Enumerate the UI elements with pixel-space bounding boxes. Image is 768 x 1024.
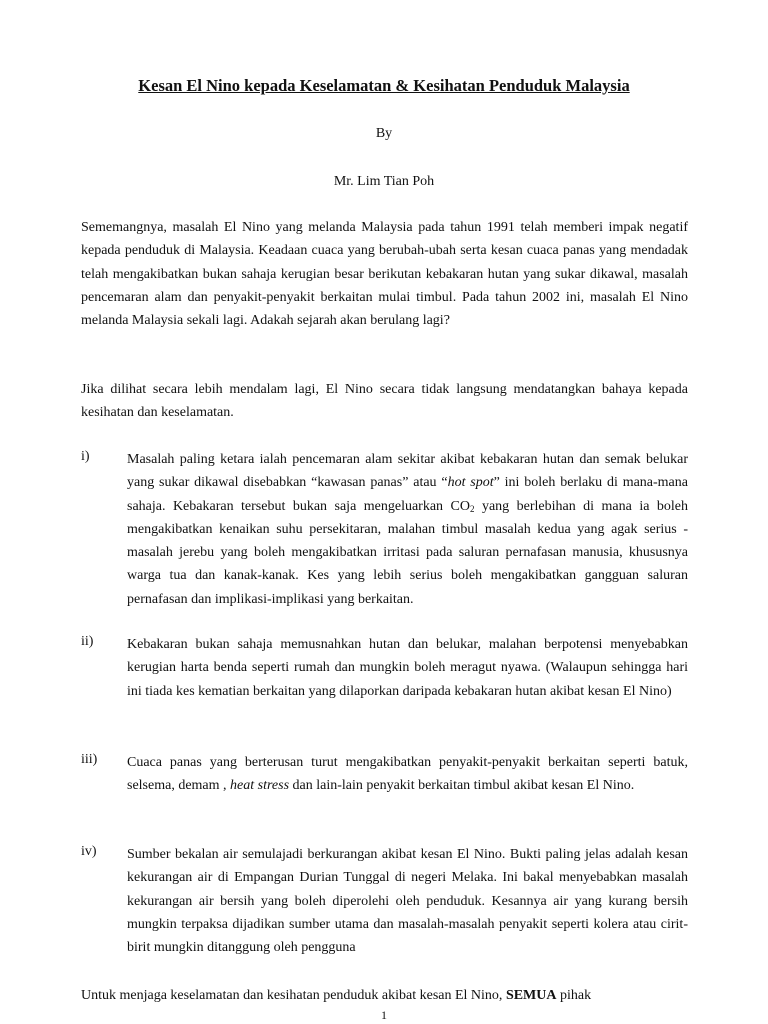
document-title: Kesan El Nino kepada Keselamatan & Kesihatan Penduduk Malaysia [138, 76, 630, 95]
page-number: 1 [381, 1008, 387, 1022]
list-item-text: Cuaca panas yang berterusan turut mengakibatkan penyakit-penyakit berkaitan seperti batuk, selsema, demam , heat stress dan lain-lain penyakit berkaitan timbul akibat kesan El Nino. [127, 755, 688, 794]
byline-by: By [375, 126, 393, 141]
list-item-text: Sumber bekalan air semulajadi berkurangan akibat kesan El Nino. Bukti paling jelas adalah kesan kekurangan air di Empangan Durian Tunggal di negeri Melaka. Ini bakal menyebabkan masalah kekurangan air bersih yang boleh diperolehi oleh penduduk. Kesannya air yang kurang bersih mungkin terpaksa dijadikan sumber utama dan masalah-masalah penyakit seperti kolera atau cirit-birit mungkin ditanggung oleh pengguna [127, 847, 688, 956]
author-name: Mr. Lim Tian Poh [333, 174, 435, 189]
list-item-number: iv) [81, 844, 97, 859]
list-item-number: i) [81, 449, 90, 464]
list-item-text: Kebakaran bukan sahaja memusnahkan hutan dan belukar, malahan berpotensi menyebabkan kerugian harta benda seperti rumah dan mungkin boleh meragut nyawa. (Walaupun sehingga hari ini tiada kes kematian berkaitan yang dilaporkan daripada kebakaran hutan akibat kesan El Nino) [127, 637, 688, 699]
intro-paragraph: Sememangnya, masalah El Nino yang melanda Malaysia pada tahun 1991 telah memberi impak negatif kepada penduduk di Malaysia. Keadaan cuaca yang berubah-ubah serta kesan cuaca panas yang mendadak telah mengakibatkan bukan sahaja kerugian besar berikutan kebakaran hutan yang sukar dikawal, masalah pencemaran alam dan penyakit-penyakit berkaitan mulai timbul. Pada tahun 2002 ini, masalah El Nino melanda Malaysia sekali lagi. Adakah sejarah akan berulang lagi? [81, 220, 688, 329]
closing-paragraph: Untuk menjaga keselamatan dan kesihatan penduduk akibat kesan El Nino, SEMUA pihak [81, 988, 592, 1003]
list-item-number: ii) [81, 634, 94, 649]
list-item-number: iii) [81, 752, 98, 767]
lead-paragraph: Jika dilihat secara lebih mendalam lagi, El Nino secara tidak langsung mendatangkan bahaya kepada kesihatan dan keselamatan. [81, 382, 688, 421]
list-item-text: Masalah paling ketara ialah pencemaran alam sekitar akibat kebakaran hutan dan semak belukar yang sukar dikawal disebabkan “kawasan panas” atau “hot spot” ini boleh berlaku di mana-mana sahaja. Kebakaran tersebut bukan saja mengeluarkan $CO_2$ yang berlebihan di mana ia boleh mengakibatkan kenaikan suhu persekitaran, malahan timbul masalah kedua yang agak serius - masalah jerebu yang boleh mengakibatkan irritasi pada saluran pernafasan manusia, khususnya warga tua dan kanak-kanak. Kes yang lebih serius boleh mengakibatkan gangguan saluran pernafasan dan implikasi-implikasi yang berkaitan. [127, 452, 688, 607]
